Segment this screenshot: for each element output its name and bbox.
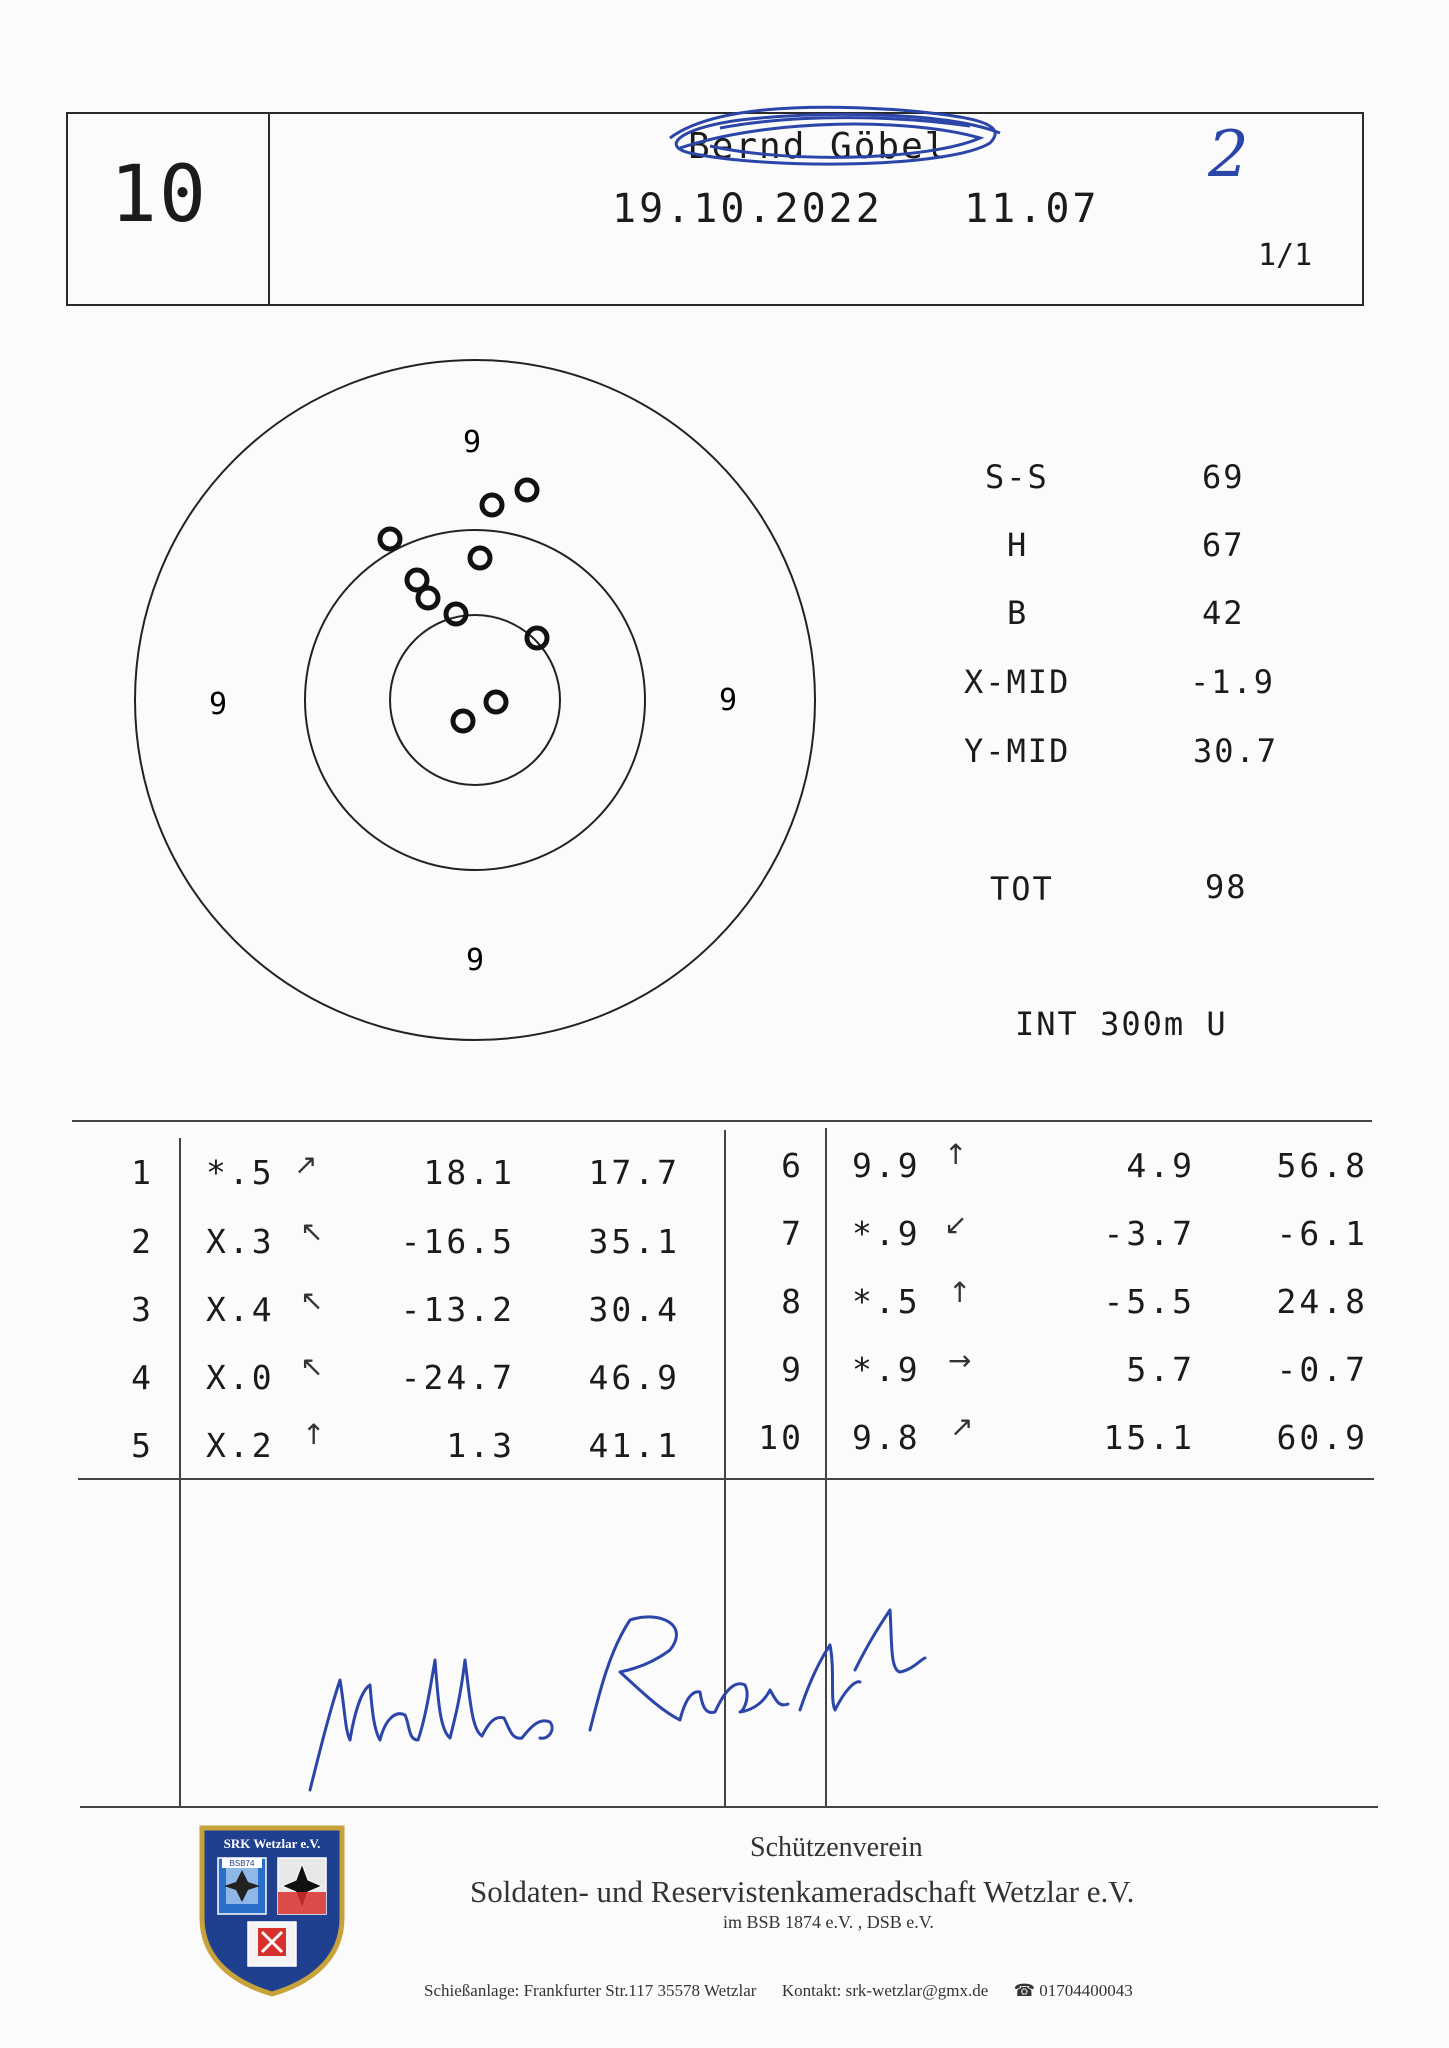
shot-x: -13.2 [400, 1290, 515, 1329]
arrow-icon: ↖ [300, 1284, 324, 1317]
shot-hole [446, 604, 466, 624]
shot-score: X.0 [206, 1358, 275, 1397]
shot-y: 17.7 [588, 1153, 680, 1192]
shot-score: *.9 [852, 1214, 921, 1253]
shot-hole [380, 529, 400, 549]
shot-y: 35.1 [588, 1222, 680, 1261]
stat-label: S-S [985, 458, 1049, 496]
ring-label-left: 9 [208, 687, 228, 722]
header-divider [268, 112, 270, 306]
name-scribble [650, 98, 1030, 178]
club-address: Schießanlage: Frankfurter Str.117 35578 Wetzlar [424, 1981, 757, 2000]
time: 11.07 [964, 186, 1100, 232]
stat-label: H [1007, 526, 1029, 564]
shot-y: 30.4 [588, 1290, 680, 1329]
shot-y: -0.7 [1276, 1350, 1368, 1389]
target-diagram [130, 352, 830, 1052]
club-contact: Kontakt: srk-wetzlar@gmx.de [781, 1981, 989, 2000]
club-logo [196, 1822, 348, 1998]
logo-sub: BSB74 [229, 1859, 255, 1868]
shot-hole [453, 711, 473, 731]
stat-label: Y-MID [964, 732, 1071, 770]
club-line-2: Soldaten- und Reservistenkameradschaft Wetzlar e.V. [470, 1874, 1135, 1909]
date: 19.10.2022 [612, 186, 883, 232]
stat-value: -1.9 [1190, 663, 1276, 701]
handwritten-note: 2 [1208, 118, 1249, 192]
shot-hole [418, 588, 438, 608]
shooter-name: Bernd Göbel [688, 126, 949, 167]
lane-number: 10 [110, 150, 208, 240]
club-line-1: Schützenverein [750, 1832, 923, 1863]
shot-number: 2 [131, 1222, 154, 1261]
ring-label-right: 9 [718, 683, 738, 718]
column-divider [179, 1138, 181, 1808]
shot-score: X.2 [206, 1426, 275, 1465]
shot-number: 7 [781, 1214, 804, 1253]
arrow-icon: ↙ [944, 1208, 968, 1241]
arrow-icon: ↑ [302, 1418, 326, 1451]
shot-hole [470, 548, 490, 568]
shot-score: *.9 [852, 1350, 921, 1389]
shot-x: 4.9 [1126, 1146, 1195, 1185]
table-mid-line [78, 1478, 1374, 1480]
total-label: TOT [990, 870, 1054, 908]
table-bottom-line [80, 1806, 1378, 1808]
shot-x: -24.7 [400, 1358, 515, 1397]
shot-score: *.5 [852, 1282, 921, 1321]
shot-x: 5.7 [1126, 1350, 1195, 1389]
arrow-icon: ↗ [294, 1148, 318, 1181]
ring-label-top: 9 [462, 425, 482, 460]
shot-number: 6 [781, 1146, 804, 1185]
total-value: 98 [1205, 868, 1248, 906]
ring-middle [305, 530, 645, 870]
date-time [612, 186, 1100, 232]
shot-hole [486, 692, 506, 712]
shot-number: 1 [131, 1153, 154, 1192]
page-count: 1/1 [1258, 238, 1313, 273]
stat-value: 30.7 [1193, 732, 1279, 770]
shot-y: 60.9 [1276, 1418, 1368, 1457]
shot-x: 18.1 [423, 1153, 515, 1192]
shot-score: X.3 [206, 1222, 275, 1261]
logo-text: SRK Wetzlar e.V. [223, 1836, 321, 1851]
shot-hole [482, 495, 502, 515]
shot-number: 10 [758, 1418, 804, 1457]
stat-value: 42 [1202, 594, 1245, 632]
shot-number: 8 [781, 1282, 804, 1321]
shot-number: 4 [131, 1358, 154, 1397]
shot-x: -5.5 [1103, 1282, 1195, 1321]
stat-value: 67 [1202, 526, 1245, 564]
ring-outer [135, 360, 815, 1040]
shot-number: 9 [781, 1350, 804, 1389]
shot-hole [527, 628, 547, 648]
arrow-icon: ↗ [950, 1410, 974, 1443]
shot-x: 1.3 [446, 1426, 515, 1465]
shot-y: -6.1 [1276, 1214, 1368, 1253]
shot-y: 41.1 [588, 1426, 680, 1465]
shot-y: 56.8 [1276, 1146, 1368, 1185]
shot-x: -16.5 [400, 1222, 515, 1261]
stat-label: B [1007, 594, 1029, 632]
shot-x: -3.7 [1103, 1214, 1195, 1253]
shot-number: 3 [131, 1290, 154, 1329]
shot-number: 5 [131, 1426, 154, 1465]
discipline-label: INT 300m U [1015, 1005, 1228, 1043]
ring-label-bottom: 9 [465, 943, 485, 978]
shot-score: X.4 [206, 1290, 275, 1329]
shot-score: *.5 [206, 1153, 275, 1192]
arrow-icon: → [948, 1344, 972, 1377]
club-line-3: im BSB 1874 e.V. , DSB e.V. [723, 1912, 934, 1932]
arrow-icon: ↑ [944, 1138, 968, 1171]
shot-y: 24.8 [1276, 1282, 1368, 1321]
stat-value: 69 [1202, 458, 1245, 496]
footer-info [424, 1981, 1133, 2001]
arrow-icon: ↖ [300, 1215, 324, 1248]
signature [300, 1600, 980, 1800]
shot-score: 9.8 [852, 1418, 921, 1457]
shot-hole [517, 480, 537, 500]
club-phone: ☎ 01704400043 [1013, 1981, 1133, 2000]
shot-x: 15.1 [1103, 1418, 1195, 1457]
shot-score: 9.9 [852, 1146, 921, 1185]
shot-y: 46.9 [588, 1358, 680, 1397]
stat-label: X-MID [964, 663, 1071, 701]
arrow-icon: ↑ [948, 1276, 972, 1309]
table-top-line [72, 1120, 1372, 1122]
arrow-icon: ↖ [300, 1350, 324, 1383]
ring-inner [390, 615, 560, 785]
